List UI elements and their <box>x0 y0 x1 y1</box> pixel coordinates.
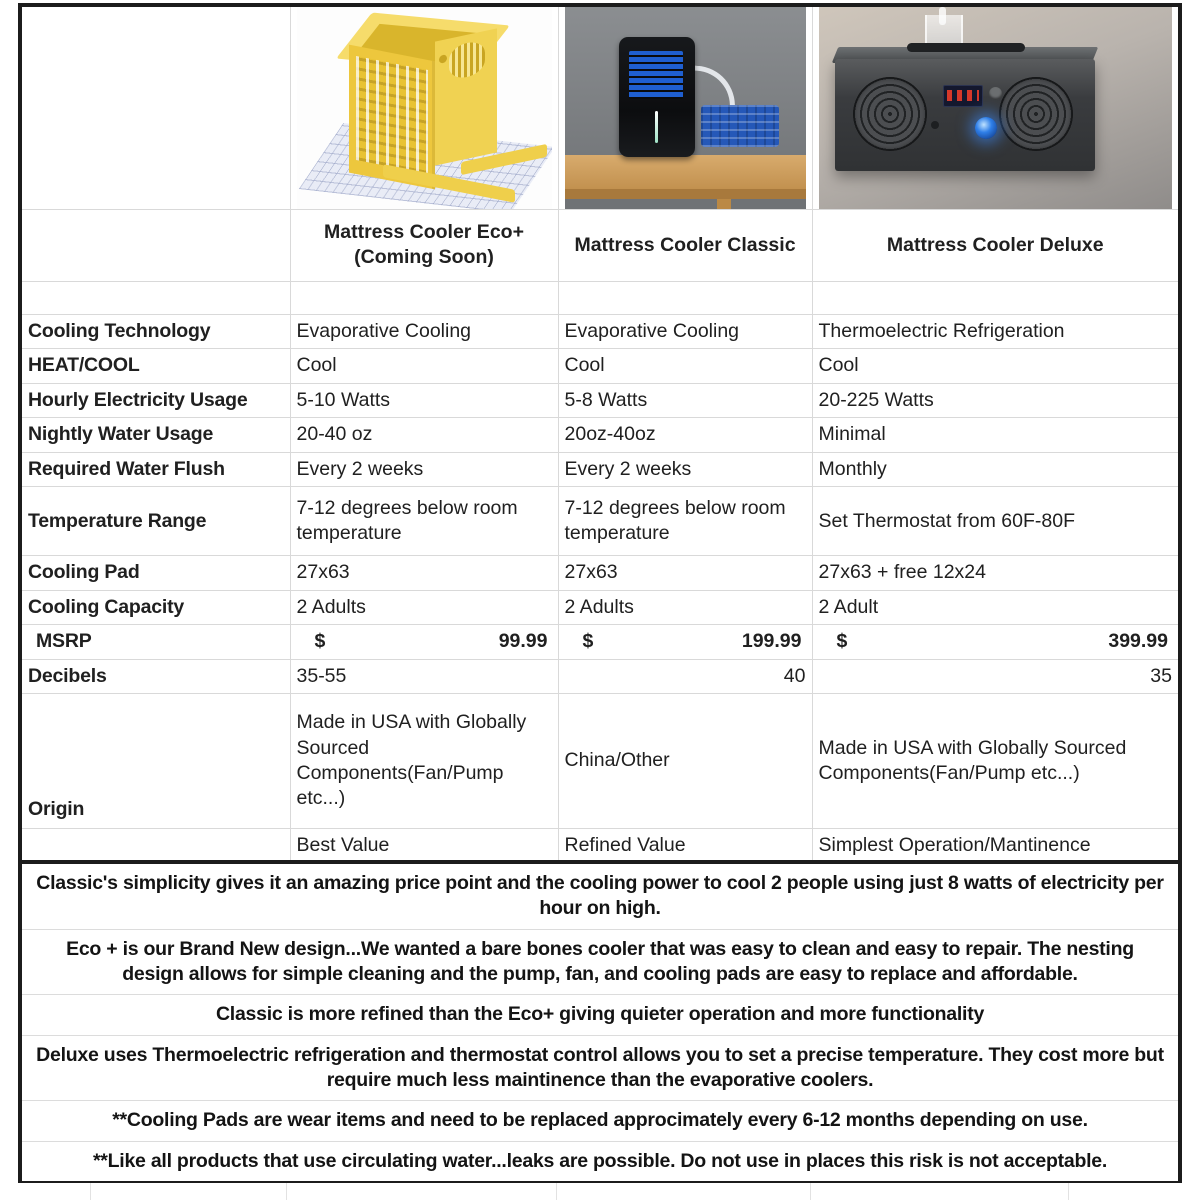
table-row <box>22 452 1178 487</box>
cell-deluxe: Thermoelectric Refrigeration <box>812 314 1178 349</box>
cooling-pad-icon <box>701 105 779 147</box>
cell-eco: Cool <box>290 349 558 384</box>
table-edge-icon <box>565 189 806 199</box>
product-header-row <box>22 209 1178 281</box>
cell-eco: Every 2 weeks <box>290 452 558 487</box>
cell-deluxe: Set Thermostat from 60F-80F <box>812 487 1178 556</box>
note-classic-vs-eco: Classic is more refined than the Eco+ giving quieter operation and more functionality <box>22 995 1178 1035</box>
cell-classic: 20oz-40oz <box>558 418 812 453</box>
origin-text-deluxe: Made in USA with Globally Sourced Components(Fan/Pump etc...) <box>818 736 1127 784</box>
msrp-classic <box>558 625 812 660</box>
decibels-eco: 35-55 <box>290 659 558 694</box>
tagline-deluxe: Simplest Operation/Mantinence <box>812 829 1178 863</box>
row-label: Nightly Water Usage <box>22 418 290 453</box>
classic-photo-icon <box>565 7 806 209</box>
table-row <box>22 556 1178 591</box>
spacer-cell <box>290 281 558 314</box>
cell-eco: 7-12 degrees below room temperature <box>290 487 558 556</box>
tagline-classic: Refined Value <box>558 829 812 863</box>
classic-unit-icon <box>619 37 695 157</box>
row-label: HEAT/COOL <box>22 349 290 384</box>
cell-eco: 2 Adults <box>290 590 558 625</box>
cell-classic: 5-8 Watts <box>558 383 812 418</box>
table-leg-icon <box>717 199 731 209</box>
wooden-table-icon <box>565 155 806 189</box>
spacer-cell <box>558 281 812 314</box>
spacer-cell <box>22 281 290 314</box>
row-label: Cooling Pad <box>22 556 290 591</box>
eco-box-body <box>349 27 501 165</box>
comparison-table <box>22 7 1178 863</box>
fan-grille-icon <box>853 77 927 151</box>
table-row <box>22 383 1178 418</box>
image-cell-empty <box>22 7 290 209</box>
cell-deluxe: 27x63 + free 12x24 <box>812 556 1178 591</box>
product-image-row <box>22 7 1178 209</box>
origin-text-classic: China/Other <box>564 749 670 772</box>
cell-classic: 27x63 <box>558 556 812 591</box>
table-row <box>22 487 1178 556</box>
table-row <box>22 314 1178 349</box>
cell-classic: Cool <box>558 349 812 384</box>
row-label: Hourly Electricity Usage <box>22 383 290 418</box>
msrp-amount-classic: 199.99 <box>741 630 802 653</box>
origin-classic <box>558 694 812 829</box>
control-knob-icon <box>989 87 1002 100</box>
product-title-eco-line1: Mattress Cooler Eco+ <box>324 221 524 244</box>
note-row <box>22 995 1178 1035</box>
power-button-icon <box>975 117 997 139</box>
cell-classic: Evaporative Cooling <box>558 314 812 349</box>
tail-gridline <box>1068 1183 1069 1200</box>
row-label: Temperature Range <box>22 487 290 556</box>
fan-grille-icon <box>999 77 1073 151</box>
currency-symbol: $ <box>836 630 848 653</box>
tail-gridline <box>90 1183 91 1200</box>
cell-deluxe: 2 Adult <box>812 590 1178 625</box>
sheet-tail-gridlines <box>18 1183 1182 1200</box>
eco-grid-panel-icon <box>356 56 428 174</box>
product-image-classic <box>558 7 812 209</box>
cell-eco: 20-40 oz <box>290 418 558 453</box>
note-row <box>22 1101 1178 1141</box>
product-title-classic: Mattress Cooler Classic <box>558 209 812 281</box>
temperature-display-icon <box>943 85 983 107</box>
cell-eco: Evaporative Cooling <box>290 314 558 349</box>
product-title-eco-line2: (Coming Soon) <box>354 246 494 268</box>
row-label-msrp: MSRP <box>22 625 290 660</box>
spacer-cell <box>812 281 1178 314</box>
deluxe-photo-icon <box>819 7 1173 209</box>
product-title-deluxe: Mattress Cooler Deluxe <box>812 209 1178 281</box>
tagline-eco: Best Value <box>290 829 558 863</box>
product-image-deluxe <box>812 7 1178 209</box>
cell-deluxe: 20-225 Watts <box>812 383 1178 418</box>
note-row <box>22 929 1178 995</box>
decibels-classic: 40 <box>558 659 812 694</box>
table-row <box>22 349 1178 384</box>
cell-classic: Every 2 weeks <box>558 452 812 487</box>
header-cell-empty <box>22 209 290 281</box>
product-image-eco <box>290 7 558 209</box>
currency-symbol: $ <box>582 630 594 653</box>
currency-symbol: $ <box>314 630 326 653</box>
comparison-table-container <box>18 3 1182 863</box>
cell-classic: 7-12 degrees below room temperature <box>558 487 812 556</box>
msrp-deluxe <box>812 625 1178 660</box>
carry-handle-icon <box>907 43 1025 52</box>
origin-text-eco: Made in USA with Globally Sourced Components(Fan/Pump etc...) <box>296 711 527 810</box>
cell-classic: 2 Adults <box>558 590 812 625</box>
spacer-row <box>22 281 1178 314</box>
product-title-eco <box>290 209 558 281</box>
notes-table <box>22 864 1178 1181</box>
row-label: Cooling Technology <box>22 314 290 349</box>
blue-grille-icon <box>629 51 683 99</box>
display-digits-icon <box>947 90 979 101</box>
cell-deluxe: Minimal <box>812 418 1178 453</box>
row-label: Required Water Flush <box>22 452 290 487</box>
tagline-row <box>22 829 1178 863</box>
table-row <box>22 590 1178 625</box>
note-deluxe-summary: Deluxe uses Thermoelectric refrigeration and thermostat control allows you to set a precise temperature. They cost more but require much less maintinence than the evaporative coolers. <box>22 1035 1178 1101</box>
origin-deluxe <box>812 694 1178 829</box>
msrp-amount-eco: 99.99 <box>498 630 548 653</box>
eco-plus-render-icon <box>297 7 552 209</box>
tail-gridline <box>810 1183 811 1200</box>
note-row <box>22 1141 1178 1181</box>
cell-deluxe: Monthly <box>812 452 1178 487</box>
note-eco-summary: Eco + is our Brand New design...We wanted a bare bones cooler that was easy to clean and easy to repair. The nesting design allows for simple cleaning and the pump, fan, and cooling pads are easy to replace and affordable. <box>22 929 1178 995</box>
origin-row <box>22 694 1178 829</box>
deluxe-unit-icon <box>835 59 1095 171</box>
cell-eco: 5-10 Watts <box>290 383 558 418</box>
row-label: Cooling Capacity <box>22 590 290 625</box>
msrp-row <box>22 625 1178 660</box>
port-hole-icon <box>931 121 939 129</box>
row-label-origin: Origin <box>22 694 290 829</box>
floor-area-icon <box>565 199 806 209</box>
note-row <box>22 1035 1178 1101</box>
tail-gridline <box>556 1183 557 1200</box>
cell-eco: 27x63 <box>290 556 558 591</box>
tail-gridline <box>286 1183 287 1200</box>
note-row <box>22 864 1178 929</box>
notes-container <box>18 860 1182 1185</box>
msrp-amount-deluxe: 399.99 <box>1108 630 1168 653</box>
decibels-row <box>22 659 1178 694</box>
msrp-eco <box>290 625 558 660</box>
status-led-icon <box>655 111 658 143</box>
note-classic-summary: Classic's simplicity gives it an amazing price point and the cooling power to cool 2 people using just 8 watts of electricity per hour on high. <box>22 864 1178 929</box>
decibels-deluxe: 35 <box>812 659 1178 694</box>
tagline-label-empty <box>22 829 290 863</box>
cell-deluxe: Cool <box>812 349 1178 384</box>
table-row <box>22 418 1178 453</box>
row-label-decibels: Decibels <box>22 659 290 694</box>
origin-eco <box>290 694 558 829</box>
note-leaks-disclaimer: **Like all products that use circulating water...leaks are possible. Do not use in places this risk is not acceptable. <box>92 1149 1108 1172</box>
note-cooling-pads-disclaimer: **Cooling Pads are wear items and need to be replaced approcimately every 6-12 months depending on use. <box>22 1101 1178 1141</box>
